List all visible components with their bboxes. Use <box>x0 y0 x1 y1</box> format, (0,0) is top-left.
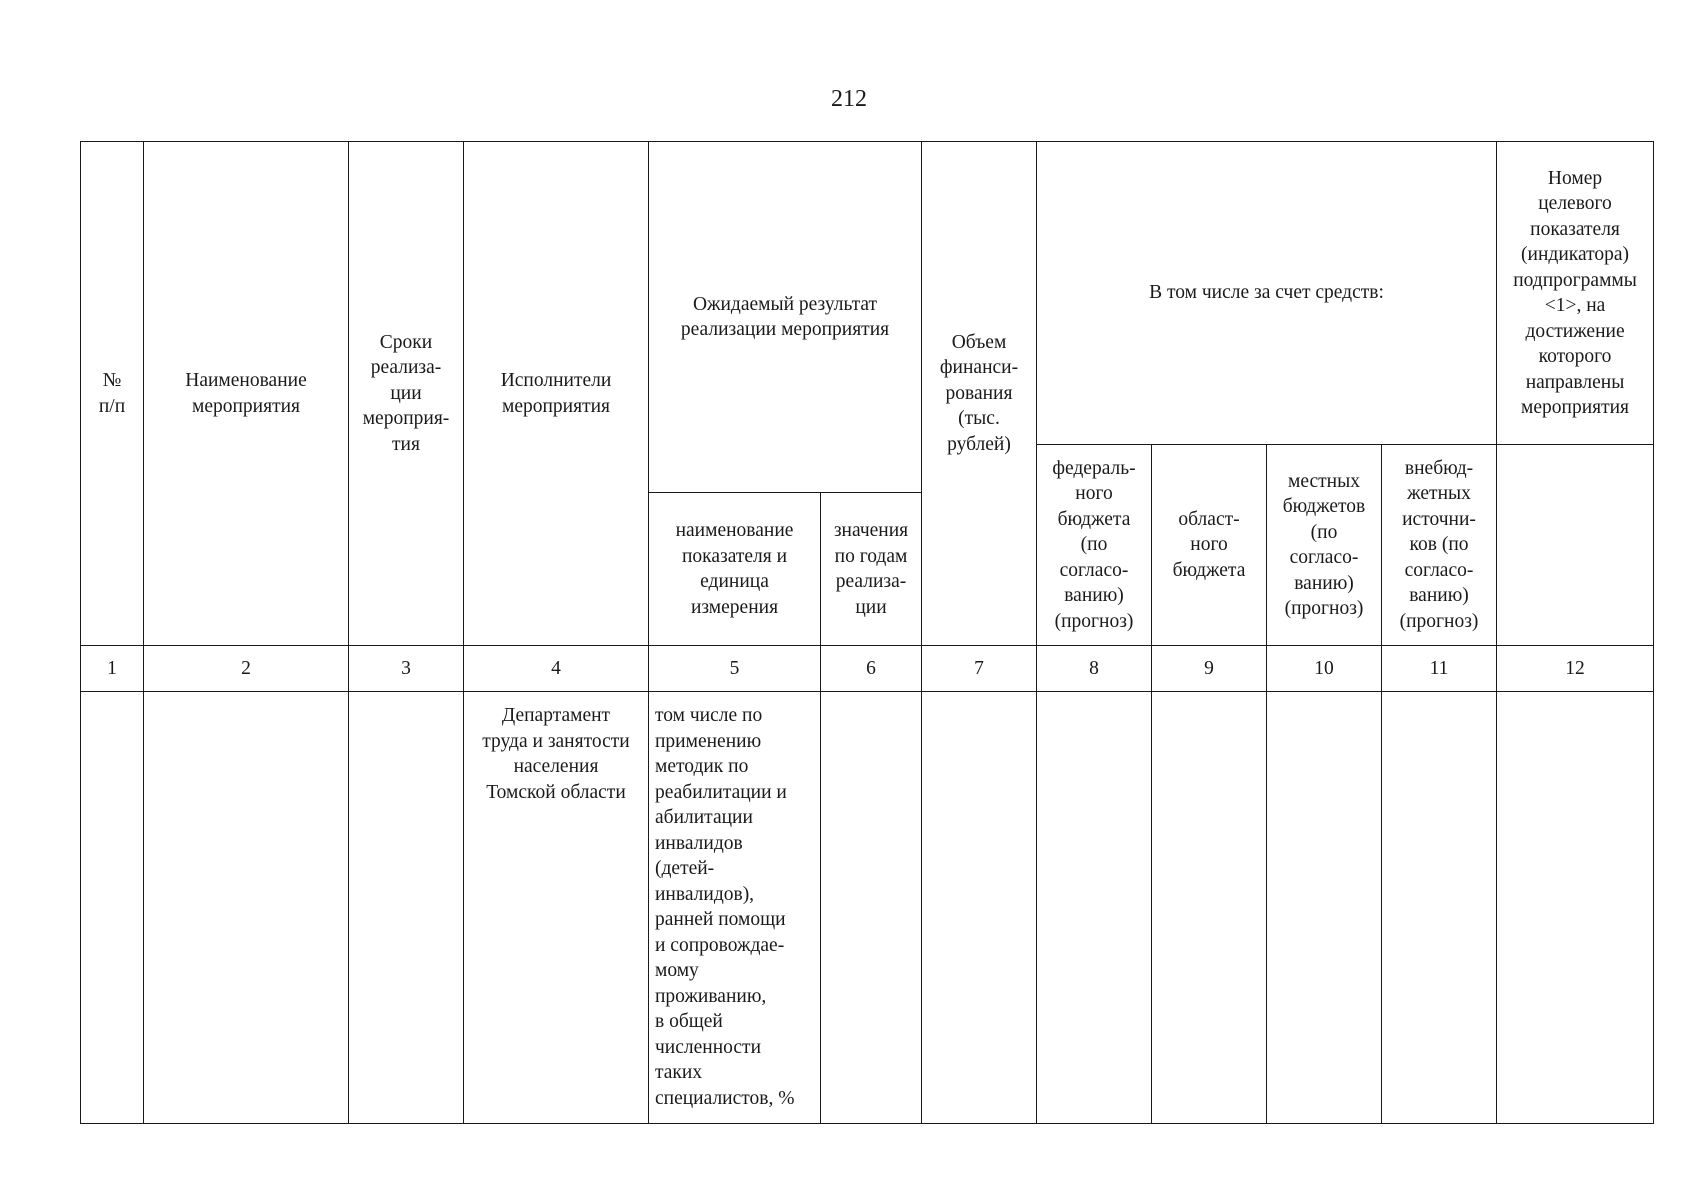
column-number-10: 10 <box>1267 646 1382 692</box>
header-executors: Исполнители мероприятия <box>464 142 649 646</box>
header-indicator-name: наименование показателя и единица измерения <box>649 493 821 646</box>
column-number-9: 9 <box>1152 646 1267 692</box>
column-number-7: 7 <box>922 646 1037 692</box>
column-number-2: 2 <box>144 646 349 692</box>
header-funding-total: Объем финанси- рования (тыс. рублей) <box>922 142 1037 646</box>
header-regional-budget: област- ного бюджета <box>1152 445 1267 646</box>
header-measure-name: Наименование мероприятия <box>144 142 349 646</box>
header-values-by-year: значения по годам реализа- ции <box>821 493 922 646</box>
header-row-top <box>81 142 1654 445</box>
column-numbers-row <box>81 646 1654 692</box>
column-number-12: 12 <box>1497 646 1654 692</box>
column-number-4: 4 <box>464 646 649 692</box>
header-target-indicator: Номер целевого показателя (индикатора) подпрограммы <1>, на достижение которого направлены мероприятия <box>1497 142 1654 445</box>
cell-terms <box>349 692 464 1124</box>
header-target-indicator-blank <box>1497 445 1654 646</box>
cell-measure-name <box>144 692 349 1124</box>
header-federal-budget: федераль- ного бюджета (по согласо- ванию) (прогноз) <box>1037 445 1152 646</box>
column-number-11: 11 <box>1382 646 1497 692</box>
header-expected-result: Ожидаемый результат реализации мероприятия <box>649 142 922 493</box>
measures-table <box>80 141 1654 1124</box>
header-local-budgets: местных бюджетов (по согласо- ванию) (прогноз) <box>1267 445 1382 646</box>
cell-federal <box>1037 692 1152 1124</box>
column-number-8: 8 <box>1037 646 1152 692</box>
column-number-6: 6 <box>821 646 922 692</box>
cell-extra-budget <box>1382 692 1497 1124</box>
column-number-5: 5 <box>649 646 821 692</box>
header-extra-budget-sources: внебюд- жетных источни- ков (по согласо- ванию) (прогноз) <box>1382 445 1497 646</box>
header-number: № п/п <box>81 142 144 646</box>
column-number-1: 1 <box>81 646 144 692</box>
cell-regional <box>1152 692 1267 1124</box>
header-funding-sources: В том числе за счет средств: <box>1037 142 1497 445</box>
column-number-3: 3 <box>349 646 464 692</box>
cell-number <box>81 692 144 1124</box>
cell-indicator: том числе по применению методик по реабилитации и абилитации инвалидов (детей- инвалидов), ранней помощи и сопровождае- мому проживанию, в общей численности таких специалистов, % <box>649 692 821 1124</box>
cell-funding-total <box>922 692 1037 1124</box>
cell-values-by-year <box>821 692 922 1124</box>
cell-local <box>1267 692 1382 1124</box>
page-number: 212 <box>831 86 867 112</box>
cell-target-indicator-number <box>1497 692 1654 1124</box>
header-terms: Сроки реализа- ции мероприя- тия <box>349 142 464 646</box>
cell-executors: Департамент труда и занятости населения Томской области <box>464 692 649 1124</box>
table-row <box>81 692 1654 1124</box>
